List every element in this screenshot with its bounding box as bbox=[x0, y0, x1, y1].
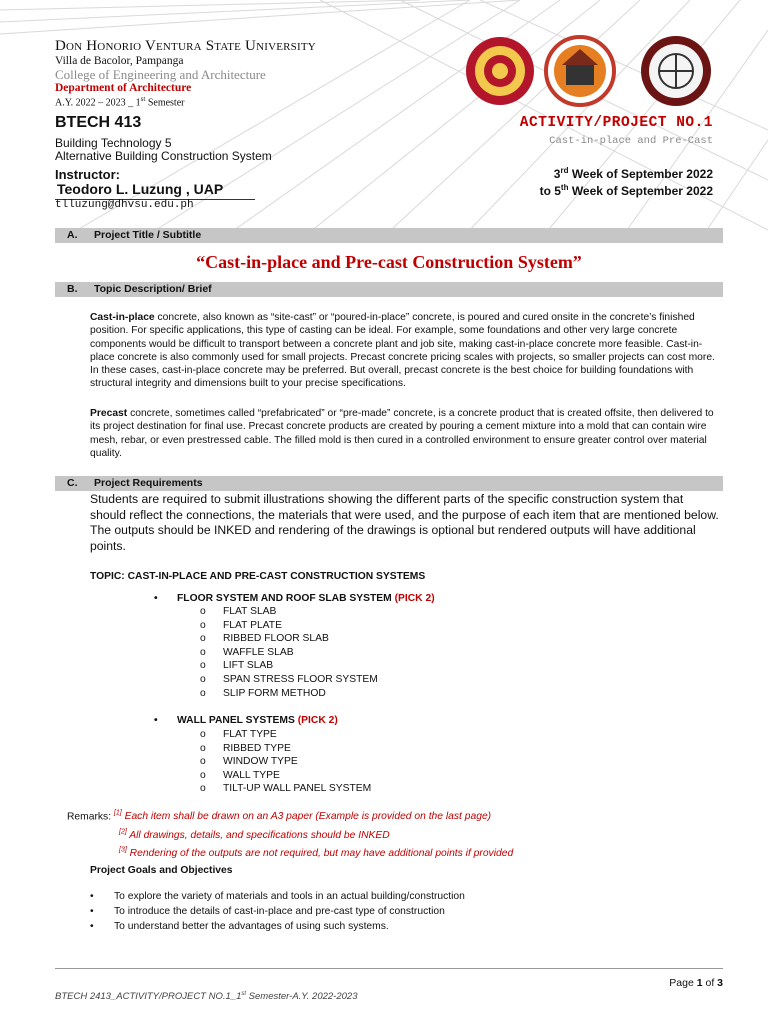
seal-logos bbox=[462, 35, 720, 107]
goals-list bbox=[90, 889, 465, 934]
list-item: o RIBBED FLOOR SLAB bbox=[200, 633, 329, 645]
remark-1: Remarks: [1] Each item shall be drawn on an A3 paper (Example is provided on the last page) bbox=[67, 810, 492, 823]
instructor-email[interactable]: tlluzung@dhvsu.edu.ph bbox=[55, 199, 194, 211]
topic-heading: TOPIC: CAST-IN-PLACE AND PRE-CAST CONSTRUCTION SYSTEMS bbox=[90, 571, 426, 582]
floor-system-heading: • FLOOR SYSTEM AND ROOF SLAB SYSTEM (PICK 2) bbox=[154, 593, 435, 604]
list-item: o FLAT PLATE bbox=[200, 619, 282, 631]
list-item: • To understand better the advantages of using such systems. bbox=[90, 921, 389, 932]
brief-paragraph-cast-in-place: Cast-in-place concrete, also known as “site-cast” or “poured-in-place” concrete, is poured and cured onsite in the concrete’s finished position. For specific applications, this type of casting can be ideal. For example, some foundations and other very large concrete components would be difficult to transport between a concrete plant and job site, making cast-in-place concrete more feasible. Cast-in-place concrete is also commonly used for small projects. Precast concrete pricing scales with projects, so smaller projects can cost more. In these cases, cast-in-place concrete may be preferred. But overall, precast concrete is the best choice for building foundations with structural integrity and dimensions built to your precise specifications. bbox=[90, 312, 715, 390]
course-subtitle: Alternative Building Construction System bbox=[55, 149, 272, 163]
page-number: Page 1 of 3 bbox=[669, 977, 723, 989]
section-c-header: C. Project Requirements bbox=[55, 476, 723, 491]
instructor-label: Instructor: bbox=[55, 167, 120, 182]
list-item: o TILT-UP WALL PANEL SYSTEM bbox=[200, 783, 372, 795]
list-item: o WAFFLE SLAB bbox=[200, 646, 294, 658]
wall-panel-heading: • WALL PANEL SYSTEMS (PICK 2) bbox=[154, 715, 338, 726]
section-b-header: B. Topic Description/ Brief bbox=[55, 282, 723, 297]
footer-course-info: BTECH 2413_ACTIVITY/PROJECT NO.1_1st Semester-A.Y. 2022-2023 bbox=[55, 991, 358, 1003]
instructor-name: Teodoro L. Luzung , UAP bbox=[55, 181, 255, 200]
activity-subtitle: Cast-in-place and Pre-Cast bbox=[549, 135, 713, 147]
activity-title: ACTIVITY/PROJECT NO.1 bbox=[519, 115, 713, 131]
remark-3: [3] Rendering of the outputs are not required, but may have additional points if provided bbox=[119, 846, 514, 860]
list-item: o LIFT SLAB bbox=[200, 660, 274, 672]
department-name: Department of Architecture bbox=[55, 82, 192, 94]
university-name: Don Honorio Ventura State University bbox=[55, 38, 316, 54]
list-item: o WINDOW TYPE bbox=[200, 756, 298, 768]
remarks bbox=[67, 806, 513, 861]
remark-2: [2] All drawings, details, and specifications should be INKED bbox=[119, 828, 390, 841]
list-item: • To introduce the details of cast-in-place and pre-cast type of construction bbox=[90, 906, 445, 917]
list-item: • To explore the variety of materials and tools in an actual building/construction bbox=[90, 891, 465, 902]
college-seal-icon bbox=[546, 37, 614, 105]
list-item: o FLAT TYPE bbox=[200, 729, 277, 740]
project-title: “Cast-in-place and Pre-cast Construction System” bbox=[196, 252, 582, 272]
list-item: o SPAN STRESS FLOOR SYSTEM bbox=[200, 673, 378, 685]
section-a-header: A. Project Title / Subtitle bbox=[55, 228, 723, 243]
academic-year: A.Y. 2022 – 2023 _ 1st Semester bbox=[55, 95, 185, 109]
department-seal-icon bbox=[641, 36, 711, 106]
list-item: o FLAT SLAB bbox=[200, 606, 277, 617]
list-item: o WALL TYPE bbox=[200, 769, 280, 781]
footer-divider bbox=[55, 968, 723, 969]
list-item: o RIBBED TYPE bbox=[200, 742, 291, 754]
goals-heading: Project Goals and Objectives bbox=[90, 865, 233, 876]
week-end: to 5th Week of September 2022 bbox=[539, 183, 713, 198]
course-name: Building Technology 5 bbox=[55, 136, 172, 150]
week-start: 3rd Week of September 2022 bbox=[553, 166, 713, 181]
wall-panel-list bbox=[200, 728, 372, 796]
requirements-text: Students are required to submit illustrations showing the different parts of the specific construction system that should reflect the connections, the materials that were used, and the purpose of each item that are mentioned below. The outputs should be INKED and rendering of the drawings is optional but rendered outputs will have additional points. bbox=[90, 492, 719, 553]
university-address: Villa de Bacolor, Pampanga bbox=[55, 55, 184, 67]
floor-system-list bbox=[200, 605, 378, 700]
list-item: o SLIP FORM METHOD bbox=[200, 687, 326, 699]
brief-paragraph-precast: Precast concrete, sometimes called “prefabricated” or “pre-made” concrete, is a concrete product that is created offsite, then delivered to its project destination for final use. Precast concrete products are created by pouring a cement mixture into a mold that can contain wire mesh, rebar, or even prestressed cable. The filled mold is then cured in a controlled environment to ensure greater control over material quality. bbox=[90, 408, 714, 459]
university-seal-icon bbox=[466, 37, 534, 105]
college-name: College of Engineering and Architecture bbox=[55, 67, 266, 82]
course-code: BTECH 413 bbox=[55, 114, 142, 131]
